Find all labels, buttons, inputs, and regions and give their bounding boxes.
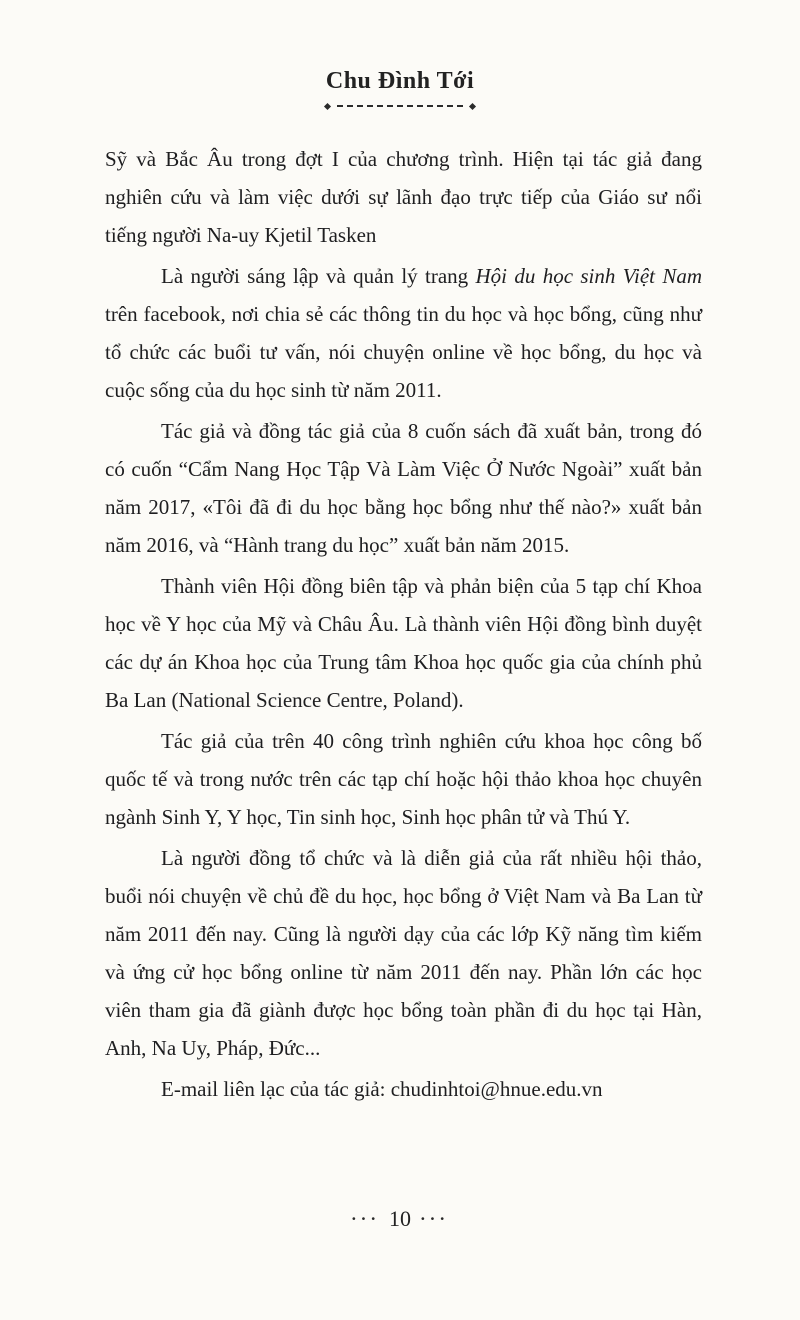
paragraph-4 <box>105 567 702 719</box>
paragraph-7 <box>105 1070 702 1108</box>
divider-diamond-right-icon <box>469 102 476 109</box>
text-segment: trên facebook, nơi chia sẻ các thông tin du học và học bổng, cũng như tổ chức các buổi tư vấn, nói chuyện online về học bổng, du học và cuộc sống của du học sinh từ năm 2011. <box>105 302 702 402</box>
header-divider-icon <box>325 102 475 110</box>
text-segment: Là người đồng tổ chức và là diễn giả của rất nhiều hội thảo, buổi nói chuyện về chủ đề du học, học bổng ở Việt Nam và Ba Lan từ năm 2011 đến nay. Cũng là người dạy của các lớp Kỹ năng tìm kiếm và ứng cử học bổng online từ năm 2011 đến nay. Phần lớn các học viên tham gia đã giành được học bổng toàn phần đi du học tại Hàn, Anh, Na Uy, Pháp, Đức... <box>105 846 702 1060</box>
text-segment: Tác giả của trên 40 công trình nghiên cứu khoa học công bố quốc tế và trong nước trên các tạp chí hoặc hội thảo khoa học chuyên ngành Sinh Y, Y học, Tin sinh học, Sinh học phân tử và Thú Y. <box>105 729 702 829</box>
paragraph-6 <box>105 839 702 1067</box>
footer-ornament-right: ··· <box>420 1209 450 1228</box>
paragraph-1 <box>105 140 702 254</box>
text-segment: Tác giả và đồng tác giả của 8 cuốn sách đã xuất bản, trong đó có cuốn “Cẩm Nang Học Tập Và Làm Việc Ở Nước Ngoài” xuất bản năm 2017, «Tôi đã đi du học bằng học bổng như thế nào?» xuất bản năm 2016, và “Hành trang du học” xuất bản năm 2015. <box>105 419 702 557</box>
divider-dashes-icon <box>337 105 463 107</box>
paragraph-2 <box>105 257 702 409</box>
running-header-author: Chu Đình Tới <box>325 68 475 94</box>
text-segment: Sỹ và Bắc Âu trong đợt I của chương trình. Hiện tại tác giả đang nghiên cứu và làm việc dưới sự lãnh đạo trực tiếp của Giáo sư nổi tiếng người Na-uy Kjetil Tasken <box>105 147 702 247</box>
page-body <box>0 110 800 1108</box>
text-segment: E-mail liên lạc của tác giả: chudinhtoi@hnue.edu.vn <box>161 1077 603 1101</box>
divider-diamond-left-icon <box>324 102 331 109</box>
paragraph-5 <box>105 722 702 836</box>
text-segment: Là người sáng lập và quản lý trang <box>161 264 476 288</box>
paragraph-3 <box>105 412 702 564</box>
text-segment-italic: Hội du học sinh Việt Nam <box>475 264 702 288</box>
page-number: 10 <box>389 1206 411 1231</box>
running-header <box>0 0 800 110</box>
footer-ornament-left: ··· <box>350 1209 380 1228</box>
text-segment: Thành viên Hội đồng biên tập và phản biện của 5 tạp chí Khoa học về Y học của Mỹ và Châu Âu. Là thành viên Hội đồng bình duyệt các dự án Khoa học của Trung tâm Khoa học quốc gia của chính phủ Ba Lan (National Science Centre, Poland). <box>105 574 702 712</box>
page-footer <box>0 1206 800 1232</box>
